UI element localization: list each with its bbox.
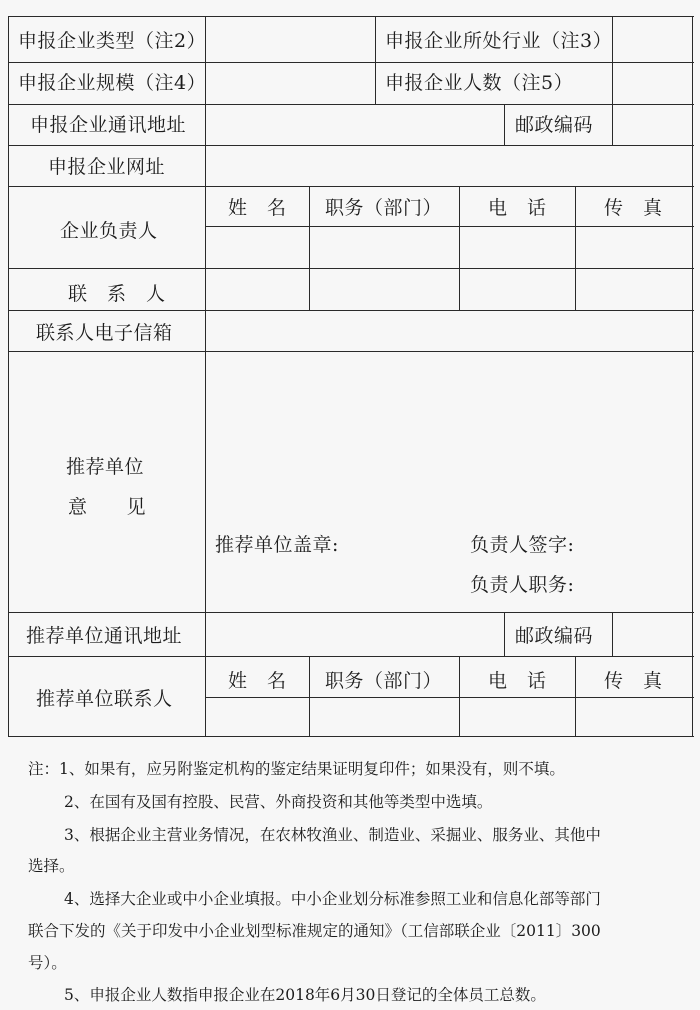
row-divider [8,310,694,311]
recommender-address-label: 推荐单位通讯地址 [26,625,183,647]
table-border-bottom [8,736,694,737]
enterprise-website-label: 申报企业网址 [48,156,166,178]
footnote-4-end: 号）。 [28,954,67,972]
col-divider [459,656,460,737]
col-divider [205,145,206,187]
col-divider [504,104,505,146]
enterprise-type-label: 申报企业类型（注2） [18,30,207,52]
row-divider [8,62,694,63]
col-divider [612,16,613,105]
row-divider [8,612,694,613]
row-divider [8,186,694,187]
col-divider [205,351,206,613]
recommender-seal-label: 推荐单位盖章: [215,534,339,556]
row-divider [8,145,694,146]
footnote-3-continued: 选择。 [28,857,75,875]
enterprise-postcode-label: 邮政编码 [515,114,594,136]
col-divider [459,186,460,311]
col-divider [205,186,206,311]
contact-email-label: 联系人电子信箱 [36,322,173,344]
footnote-1: 注：1、如果有，应另附鉴定机构的鉴定结果证明复印件；如果没有，则不填。 [28,760,565,778]
col-divider [205,656,206,737]
recommender-contact-label: 推荐单位联系人 [36,688,173,710]
table-border-top [8,16,694,17]
column-header-fax: 传 真 [604,197,663,219]
col-divider [205,310,206,352]
enterprise-industry-label: 申报企业所处行业（注3） [385,30,613,52]
row-divider [8,104,694,105]
column-header-name: 姓 名 [228,670,287,692]
row-divider [8,656,694,657]
footnote-5: 5、申报企业人数指申报企业在2018年6月30日登记的全体员工总数。 [64,986,546,1004]
table-border-right [692,16,693,737]
col-divider [575,186,576,311]
row-divider [205,226,694,227]
column-header-phone: 电 话 [488,670,547,692]
col-divider [309,186,310,311]
row-divider [8,268,694,269]
recommender-postcode-label: 邮政编码 [515,625,594,647]
recommender-opinion-label-line1: 推荐单位 [66,456,145,478]
row-divider [205,697,694,698]
col-divider [575,656,576,737]
col-divider [205,104,206,146]
enterprise-scale-label: 申报企业规模（注4） [18,72,207,94]
table-border-left [8,16,9,737]
col-divider [309,656,310,737]
column-header-phone: 电 话 [488,197,547,219]
footnote-3: 3、根据企业主营业务情况，在农林牧渔业、制造业、采掘业、服务业、其他中 [64,826,601,844]
column-header-name: 姓 名 [228,197,287,219]
row-divider [8,351,694,352]
leader-position-label: 负责人职务: [470,574,575,596]
enterprise-leader-label: 企业负责人 [60,220,158,242]
column-header-fax: 传 真 [604,670,663,692]
footnote-2: 2、在国有及国有控股、民营、外商投资和其他等类型中选填。 [64,793,493,811]
footnote-4-continued: 联合下发的《关于印发中小企业划型标准规定的通知》（工信部联企业〔2011〕300 [28,922,601,940]
contact-person-label: 联 系 人 [68,283,166,305]
column-header-title: 职务（部门） [325,670,443,692]
col-divider [205,612,206,657]
enterprise-address-label: 申报企业通讯地址 [30,114,187,136]
enterprise-headcount-label: 申报企业人数（注5） [385,72,574,94]
col-divider [612,104,613,146]
col-divider [504,612,505,657]
footnote-4: 4、选择大企业或中小企业填报。中小企业划分标准参照工业和信息化部等部门 [64,890,601,908]
recommender-opinion-label-line2: 意 见 [68,496,147,518]
column-header-title: 职务（部门） [325,197,443,219]
col-divider [375,16,376,105]
col-divider [612,612,613,657]
leader-signature-label: 负责人签字: [470,534,575,556]
